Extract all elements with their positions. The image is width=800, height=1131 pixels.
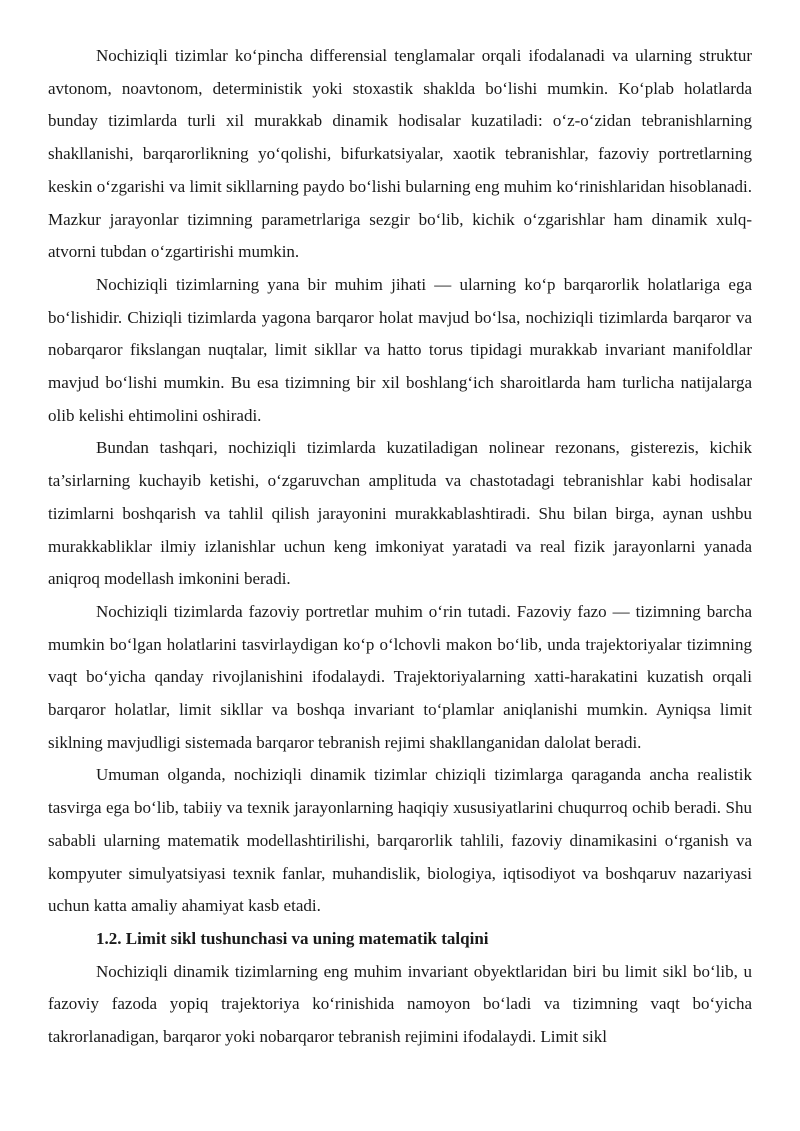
paragraph-3: Bundan tashqari, nochiziqli tizimlarda kuzatiladigan nolinear rezonans, gisterezis, kichik ta’sirlarning kuchayib ketishi, o‘zgaruvchan amplituda va chastotadagi tebranishlar kabi hodisalar tizimlarni boshqarish va tahlil qilish jarayonini murakkablashtiradi. Shu bilan birga, aynan ushbu murakkabliklar ilmiy izlanishlar uchun keng imkoniyat yaratadi va real fizik jarayonlarni yanada aniqroq modellash imkonini beradi.	[48, 438, 752, 589]
document-page	[48, 40, 752, 1054]
paragraph-6: Nochiziqli dinamik tizimlarning eng muhim invariant obyektlaridan biri bu limit sikl bo‘lib, u fazoviy fazoda yopiq trajektoriya ko‘rinishida namoyon bo‘ladi va tizimning vaqt bo‘yicha takrorlanadigan, barqaror yoki nobarqaror tebranish rejimini ifodalaydi. Limit sikl	[48, 961, 752, 1047]
paragraph-4: Nochiziqli tizimlarda fazoviy portretlar muhim o‘rin tutadi. Fazoviy fazo — tizimning barcha mumkin bo‘lgan holatlarini tasvirlaydigan ko‘p o‘lchovli makon bo‘lib, unda trajektoriyalar tizimning vaqt bo‘yicha qanday rivojlanishini ifodalaydi. Trajektoriyalarning xatti-harakatini kuzatish orqali barqaror holatlar, limit sikllar va boshqa invariant to‘plamlar aniqlanishi mumkin. Ayniqsa limit siklning mavjudligi sistemada barqaror tebranish rejimi shakllanganidan dalolat beradi.	[48, 601, 752, 752]
paragraph-2: Nochiziqli tizimlarning yana bir muhim jihati — ularning ko‘p barqarorlik holatlariga ega bo‘lishidir. Chiziqli tizimlarda yagona barqaror holat mavjud bo‘lsa, nochiziqli tizimlarda barqaror va nobarqaror fikslangan nuqtalar, limit sikllar va hatto torus tipidagi murakkab invariant manifoldlar mavjud bo‘lishi mumkin. Bu esa tizimning bir xil boshlang‘ich sharoitlarda ham turlicha natijalarga olib kelishi ehtimolini oshiradi.	[48, 274, 752, 425]
paragraph-1: Nochiziqli tizimlar ko‘pincha differensial tenglamalar orqali ifodalanadi va ularning struktur avtonom, noavtonom, deterministik yoki stoxastik shaklda bo‘lishi mumkin. Ko‘plab holatlarda bunday tizimlarda turli xil murakkab dinamik hodisalar kuzatiladi: o‘z-o‘zidan tebranishlarning shakllanishi, barqarorlikning yo‘qolishi, bifurkatsiyalar, xaotik tebranishlar, fazoviy portretlarning keskin o‘zgarishi va limit sikllarning paydo bo‘lishi bularning eng muhim ko‘rinishlaridan hisoblanadi. Mazkur jarayonlar tizimning parametrlariga sezgir bo‘lib, kichik o‘zgarishlar ham dinamik xulq-atvorni tubdan o‘zgartirishi mumkin.	[48, 46, 752, 262]
section-heading: 1.2. Limit sikl tushunchasi va uning matematik talqini	[96, 928, 489, 948]
paragraph-5: Umuman olganda, nochiziqli dinamik tizimlar chiziqli tizimlarga qaraganda ancha realistik tasvirga ega bo‘lib, tabiiy va texnik jarayonlarning haqiqiy xususiyatlarini chuqurroq ochib beradi. Shu sababli ularning matematik modellashtirilishi, barqarorlik tahlili, fazoviy dinamikasini o‘rganish va kompyuter simulyatsiyasi texnik fanlar, muhandislik, biologiya, iqtisodiyot va boshqaruv nazariyasi uchun katta amaliy ahamiyat kasb etadi.	[48, 765, 752, 916]
